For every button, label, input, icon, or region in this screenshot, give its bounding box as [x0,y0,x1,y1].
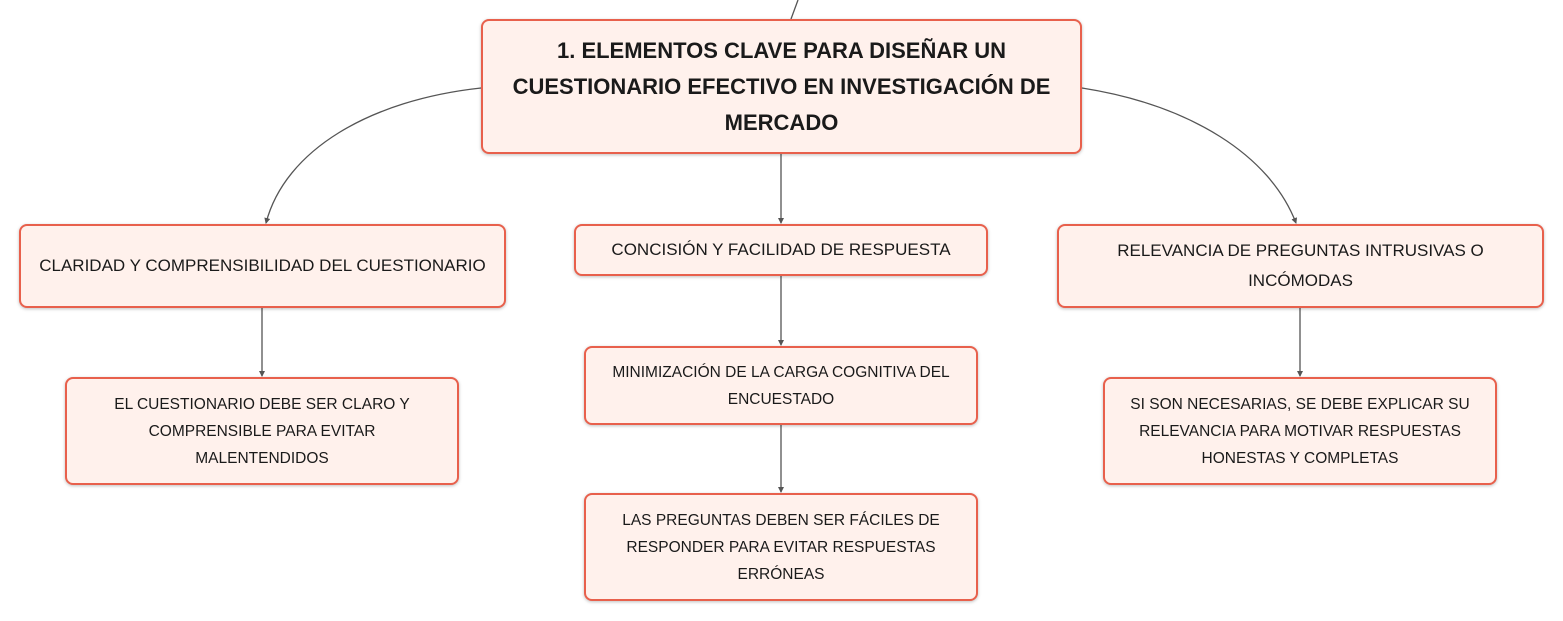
branch-node-relevancia-text: RELEVANCIA DE PREGUNTAS INTRUSIVAS O INCÓMODAS [1117,241,1484,290]
child-node-claridad-desc-text: EL CUESTIONARIO DEBE SER CLARO Y COMPRENSIBLE PARA EVITAR MALENTENDIDOS [114,395,410,467]
child-node-relevancia-desc[interactable] [1103,377,1497,485]
child-node-preguntas[interactable] [584,493,978,601]
child-node-claridad-desc[interactable] [65,377,459,485]
child-node-minimizacion-text: MINIMIZACIÓN DE LA CARGA COGNITIVA DEL ENCUESTADO [612,363,950,408]
branch-node-relevancia[interactable] [1057,224,1544,308]
branch-node-claridad-text: CLARIDAD Y COMPRENSIBILIDAD DEL CUESTIONARIO [39,256,486,275]
child-node-minimizacion[interactable] [584,346,978,425]
branch-node-concision-text: CONCISIÓN Y FACILIDAD DE RESPUESTA [611,240,951,259]
root-node-text: 1. ELEMENTOS CLAVE PARA DISEÑAR UN CUESTIONARIO EFECTIVO EN INVESTIGACIÓN DE MERCADO [512,37,1051,135]
child-node-relevancia-desc-text: SI SON NECESARIAS, SE DEBE EXPLICAR SU RELEVANCIA PARA MOTIVAR RESPUESTAS HONESTAS Y COMPLETAS [1130,395,1470,467]
root-node[interactable] [481,19,1082,154]
branch-node-concision[interactable] [574,224,988,276]
child-node-preguntas-text: LAS PREGUNTAS DEBEN SER FÁCILES DE RESPONDER PARA EVITAR RESPUESTAS ERRÓNEAS [622,511,940,583]
branch-node-claridad[interactable] [19,224,506,308]
connector-root-claridad [266,88,481,223]
connector-root-relevancia [1082,88,1296,223]
incoming-connector [791,0,798,19]
